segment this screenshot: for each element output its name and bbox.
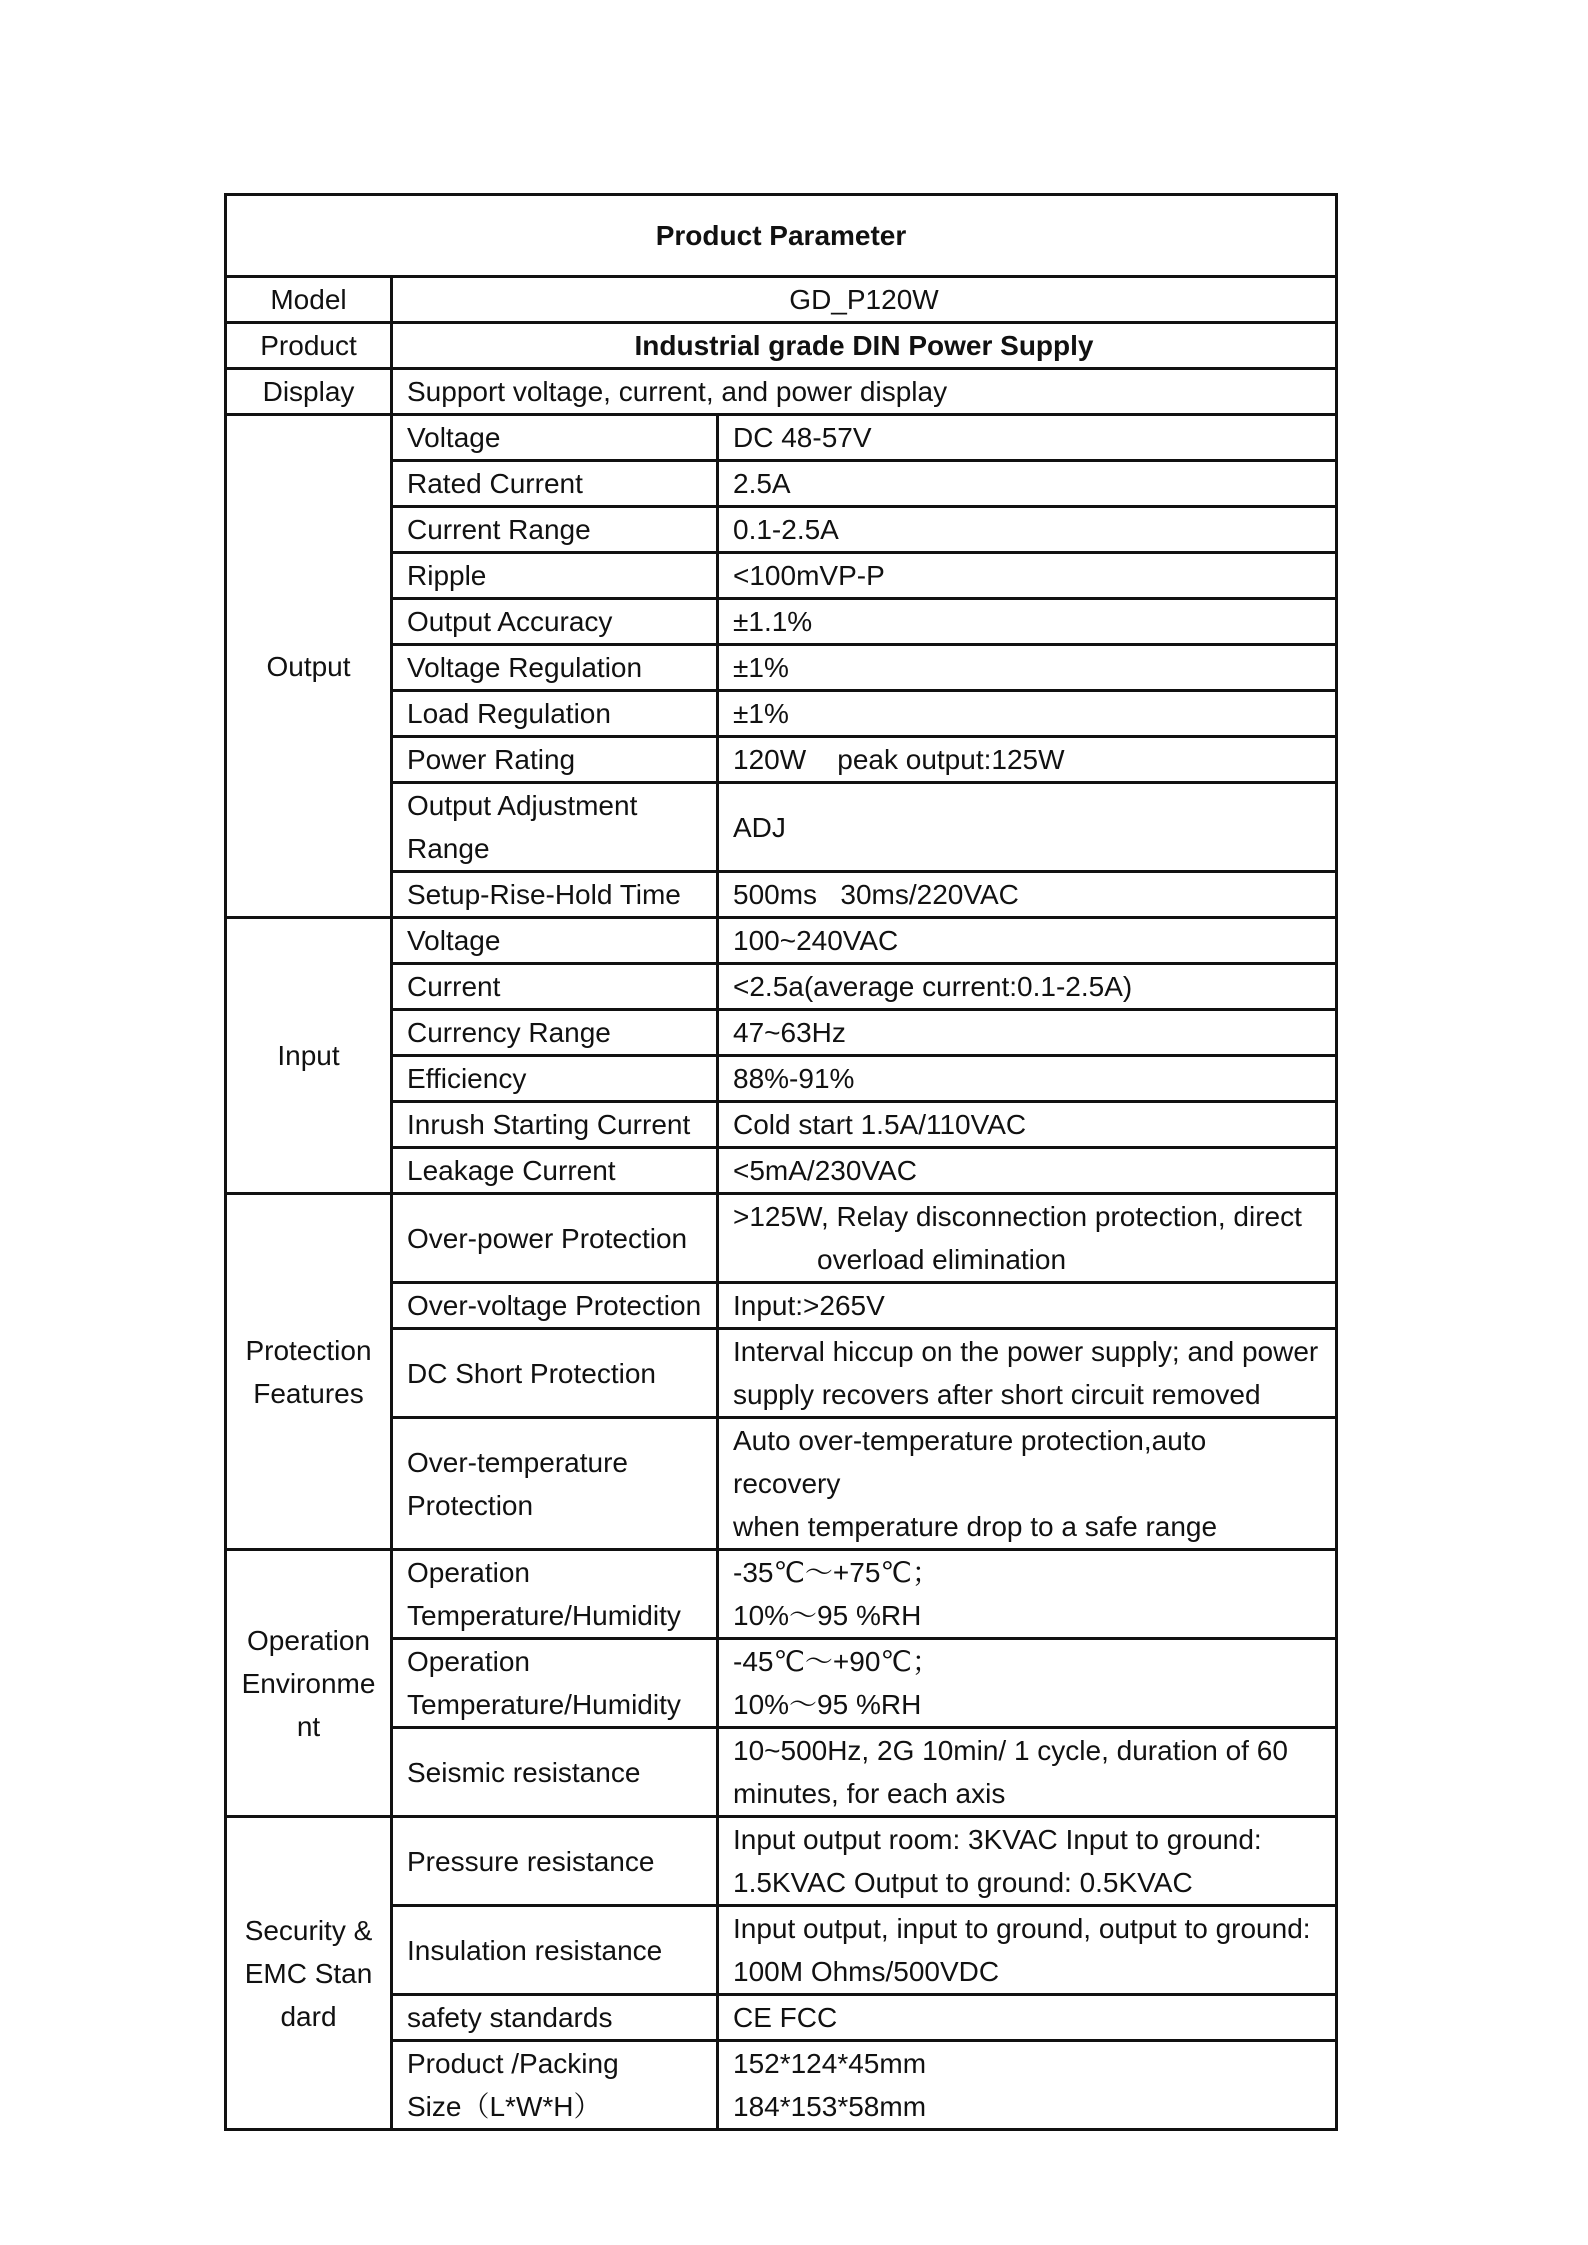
parameter-value: DC 48-57V bbox=[718, 415, 1337, 461]
table-row bbox=[226, 1639, 1337, 1728]
parameter-name: Output Accuracy bbox=[392, 599, 718, 645]
parameter-value-line: >125W, Relay disconnection protection, direct bbox=[733, 1201, 1302, 1232]
parameter-value: 100~240VAC bbox=[718, 918, 1337, 964]
parameter-name: Efficiency bbox=[392, 1056, 718, 1102]
parameter-name-line: Temperature/Humidity bbox=[407, 1600, 681, 1631]
parameter-name: Output Adjustment Range bbox=[392, 783, 718, 872]
table-row bbox=[226, 1995, 1337, 2041]
parameter-value: 88%-91% bbox=[718, 1056, 1337, 1102]
parameter-value: ±1% bbox=[718, 645, 1337, 691]
parameter-name bbox=[392, 1550, 718, 1639]
table-row bbox=[226, 415, 1337, 461]
parameter-value bbox=[718, 1639, 1337, 1728]
parameter-name: Insulation resistance bbox=[392, 1906, 718, 1995]
parameter-name bbox=[392, 1418, 718, 1550]
table-title: Product Parameter bbox=[226, 195, 1337, 277]
parameter-value-line: minutes, for each axis bbox=[733, 1778, 1006, 1809]
table-row bbox=[226, 599, 1337, 645]
parameter-value-line: overload elimination bbox=[817, 1244, 1067, 1275]
parameter-name: Currency Range bbox=[392, 1010, 718, 1056]
table-row bbox=[226, 737, 1337, 783]
parameter-value-line: Input output, input to ground, output to ground: bbox=[733, 1913, 1311, 1944]
table-row bbox=[226, 1283, 1337, 1329]
parameter-value: <5mA/230VAC bbox=[718, 1148, 1337, 1194]
parameter-value-line: when temperature drop to a safe range bbox=[733, 1511, 1218, 1542]
parameter-value-line: 184*153*58mm bbox=[733, 2091, 927, 2122]
model-label: Model bbox=[226, 277, 392, 323]
table-row bbox=[226, 2041, 1337, 2130]
table-row bbox=[226, 1418, 1337, 1550]
parameter-name: Inrush Starting Current bbox=[392, 1102, 718, 1148]
parameter-name-line: Operation bbox=[407, 1557, 530, 1588]
parameter-value: ±1.1% bbox=[718, 599, 1337, 645]
parameter-value bbox=[718, 1418, 1337, 1550]
table-row bbox=[226, 1817, 1337, 1906]
parameter-name: Power Rating bbox=[392, 737, 718, 783]
display-label: Display bbox=[226, 369, 392, 415]
parameter-value: ADJ bbox=[718, 783, 1337, 872]
parameter-name: Setup-Rise-Hold Time bbox=[392, 872, 718, 918]
category-cell: Input bbox=[226, 918, 392, 1194]
parameter-value-line: supply recovers after short circuit removed bbox=[733, 1379, 1261, 1410]
table-row bbox=[226, 783, 1337, 872]
parameter-name: Over-power Protection bbox=[392, 1194, 718, 1283]
parameter-name: Current bbox=[392, 964, 718, 1010]
parameter-name bbox=[392, 1639, 718, 1728]
parameter-name: safety standards bbox=[392, 1995, 718, 2041]
parameter-value: Cold start 1.5A/110VAC bbox=[718, 1102, 1337, 1148]
parameter-value-line: 10~500Hz, 2G 10min/ 1 cycle, duration of 60 bbox=[733, 1735, 1288, 1766]
product-row bbox=[226, 323, 1337, 369]
parameter-value-line: 10%～95 %RH bbox=[733, 1600, 922, 1631]
category-cell: Protection Features bbox=[226, 1194, 392, 1550]
parameter-name: Pressure resistance bbox=[392, 1817, 718, 1906]
parameter-name-line: Temperature/Humidity bbox=[407, 1689, 681, 1720]
parameter-value: <2.5a(average current:0.1-2.5A) bbox=[718, 964, 1337, 1010]
display-value: Support voltage, current, and power display bbox=[392, 369, 1337, 415]
table-row bbox=[226, 1102, 1337, 1148]
parameter-name-line: Over-temperature bbox=[407, 1446, 628, 1478]
model-row bbox=[226, 277, 1337, 323]
parameter-value: 500ms 30ms/220VAC bbox=[718, 872, 1337, 918]
parameter-name-line: Protection bbox=[407, 1489, 534, 1521]
table-row bbox=[226, 964, 1337, 1010]
product-value: Industrial grade DIN Power Supply bbox=[392, 323, 1337, 369]
parameter-value: ±1% bbox=[718, 691, 1337, 737]
parameter-name: Voltage bbox=[392, 918, 718, 964]
parameter-name: Current Range bbox=[392, 507, 718, 553]
parameter-value-line: 152*124*45mm bbox=[733, 2048, 927, 2079]
table-row bbox=[226, 1194, 1337, 1283]
parameter-name: Voltage Regulation bbox=[392, 645, 718, 691]
parameter-value-line: -45℃～+90℃； bbox=[733, 1646, 940, 1677]
parameter-name-line: Operation bbox=[407, 1646, 530, 1677]
parameter-value bbox=[718, 1728, 1337, 1817]
parameter-name: Seismic resistance bbox=[392, 1728, 718, 1817]
parameter-value: 2.5A bbox=[718, 461, 1337, 507]
parameter-name: Over-voltage Protection bbox=[392, 1283, 718, 1329]
parameter-value bbox=[718, 1194, 1337, 1283]
table-row bbox=[226, 1056, 1337, 1102]
parameter-value: CE FCC bbox=[718, 1995, 1337, 2041]
parameter-value bbox=[718, 1906, 1337, 1995]
model-value: GD_P120W bbox=[392, 277, 1337, 323]
table-row bbox=[226, 1728, 1337, 1817]
display-row bbox=[226, 369, 1337, 415]
product-parameter-table bbox=[224, 193, 1338, 2131]
parameter-value bbox=[718, 1329, 1337, 1418]
table-row bbox=[226, 1550, 1337, 1639]
parameter-name: Rated Current bbox=[392, 461, 718, 507]
parameter-value-line: Interval hiccup on the power supply; and power bbox=[733, 1336, 1319, 1367]
parameter-value: Input:>265V bbox=[718, 1283, 1337, 1329]
parameter-value: 0.1-2.5A bbox=[718, 507, 1337, 553]
table-row bbox=[226, 691, 1337, 737]
category-cell: Operation Environment bbox=[226, 1550, 392, 1817]
table-row bbox=[226, 1329, 1337, 1418]
parameter-value-line: Auto over-temperature protection,auto recovery bbox=[733, 1425, 1214, 1499]
parameter-value-line: 100M Ohms/500VDC bbox=[733, 1956, 1000, 1987]
table-row bbox=[226, 461, 1337, 507]
parameter-value-line: 1.5KVAC Output to ground: 0.5KVAC bbox=[733, 1867, 1193, 1898]
parameter-name bbox=[392, 2041, 718, 2130]
table-row bbox=[226, 872, 1337, 918]
parameter-value: 120W peak output:125W bbox=[718, 737, 1337, 783]
table-row bbox=[226, 1906, 1337, 1995]
parameter-value-line: -35℃～+75℃； bbox=[733, 1557, 940, 1588]
table-row bbox=[226, 507, 1337, 553]
parameter-value: 47~63Hz bbox=[718, 1010, 1337, 1056]
table-row bbox=[226, 645, 1337, 691]
parameter-name: Voltage bbox=[392, 415, 718, 461]
parameter-name: Load Regulation bbox=[392, 691, 718, 737]
category-cell: Security &EMC Standard bbox=[226, 1817, 392, 2130]
parameter-value bbox=[718, 1817, 1337, 1906]
parameter-value-line: Input output room: 3KVAC Input to ground: bbox=[733, 1824, 1262, 1855]
category-cell: Output bbox=[226, 415, 392, 918]
table-row bbox=[226, 1010, 1337, 1056]
table-row bbox=[226, 553, 1337, 599]
parameter-value: <100mVP-P bbox=[718, 553, 1337, 599]
parameter-value-line: 10%～95 %RH bbox=[733, 1689, 922, 1720]
parameter-name-line: Product /Packing bbox=[407, 2048, 619, 2079]
table-row bbox=[226, 918, 1337, 964]
parameter-name-line: Size（L*W*H） bbox=[407, 2091, 602, 2122]
product-label: Product bbox=[226, 323, 392, 369]
parameter-name: Ripple bbox=[392, 553, 718, 599]
parameter-name: DC Short Protection bbox=[392, 1329, 718, 1418]
parameter-name: Leakage Current bbox=[392, 1148, 718, 1194]
parameter-value bbox=[718, 2041, 1337, 2130]
parameter-value bbox=[718, 1550, 1337, 1639]
table-row bbox=[226, 1148, 1337, 1194]
